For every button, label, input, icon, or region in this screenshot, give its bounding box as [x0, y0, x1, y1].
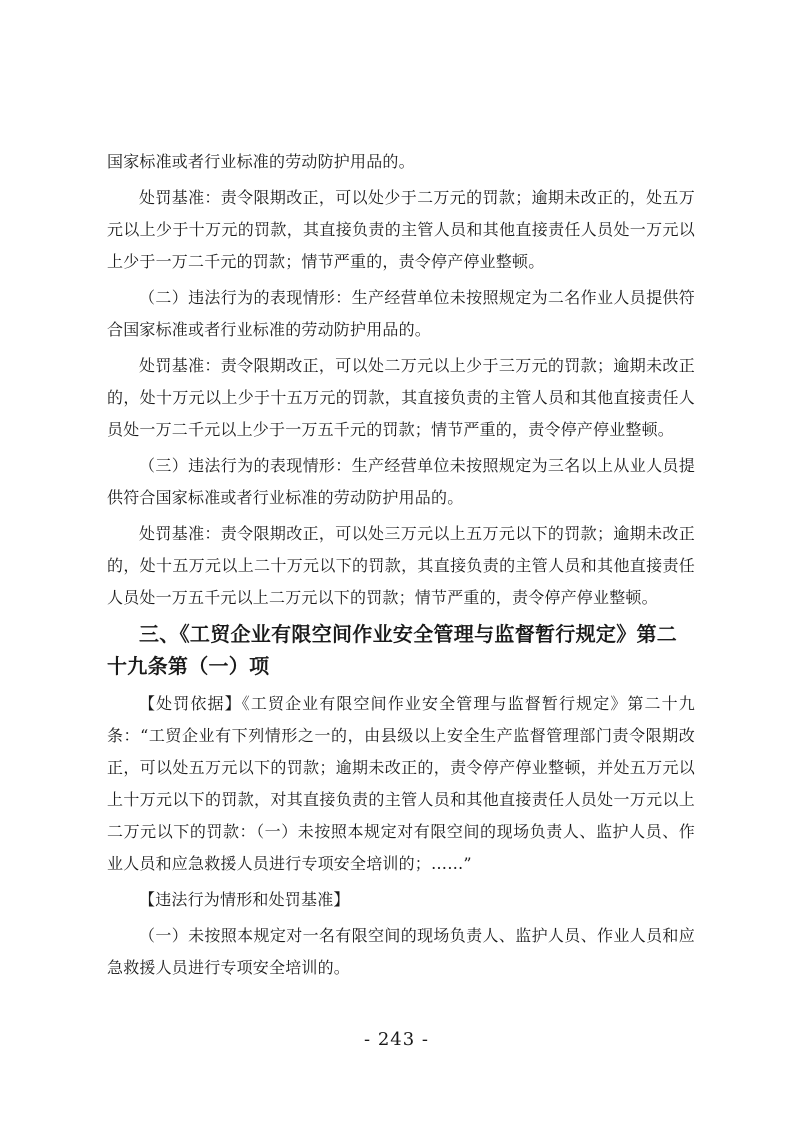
- paragraph-violation-3: （三）违法行为的表现情形：生产经营单位未按照规定为三名以上从业人员提供符合国家标准或者行业标准的劳动防护用品的。: [107, 456, 695, 507]
- page-number: - 243 -: [364, 1029, 429, 1050]
- paragraph-violation-2: （二）违法行为的表现情形：生产经营单位未按照规定为二名作业人员提供符合国家标准或者行业标准的劳动防护用品的。: [107, 288, 695, 339]
- document-body: [107, 146, 695, 988]
- paragraph-continuation: 国家标准或者行业标准的劳动防护用品的。: [107, 152, 415, 171]
- paragraph-violation-1: （一）未按照本规定对一名有限空间的现场负责人、监护人员、作业人员和应急救援人员进行专项安全培训的。: [107, 926, 695, 977]
- paragraph-penalty-basis: 【处罚依据】《工贸企业有限空间作业安全管理与监督暂行规定》第二十九条：“工贸企业有下列情形之一的，由县级以上安全生产监督管理部门责令限期改正，可以处五万元以下的罚款；逾期未改正的，责令停产停业整顿，并处五万元以上十万元以下的罚款，对其直接负责的主管人员和其他直接责任人员处一万元以上二万元以下的罚款：（一）未按照本规定对有限空间的现场负责人、监护人员、作业人员和应急救援人员进行专项安全培训的；……”: [107, 694, 695, 873]
- paragraph-subheading: 【违法行为情形和处罚基准】: [139, 890, 350, 909]
- paragraph-penalty-standard-1: 处罚基准：责令限期改正，可以处少于二万元的罚款；逾期未改正的，处五万元以上少于十万元的罚款，其直接负责的主管人员和其他直接责任人员处一万元以上少于一万二千元的罚款；情节严重的，责令停产停业整顿。: [107, 188, 695, 271]
- paragraph-penalty-standard-3: 处罚基准：责令限期改正，可以处三万元以上五万元以下的罚款；逾期未改正的，处十五万元以上二十万元以下的罚款，其直接负责的主管人员和其他直接责任人员处一万五千元以上二万元以下的罚款；情节严重的，责令停产停业整顿。: [107, 524, 695, 607]
- section-heading: 三、《工贸企业有限空间作业安全管理与监督暂行规定》第二十九条第（一）项: [107, 622, 678, 678]
- paragraph-penalty-standard-2: 处罚基准：责令限期改正，可以处二万元以上少于三万元的罚款；逾期未改正的，处十万元以上少于十五万元的罚款，其直接负责的主管人员和其他直接责任人员处一万二千元以上少于一万五千元的罚款；情节严重的，责令停产停业整顿。: [107, 356, 695, 439]
